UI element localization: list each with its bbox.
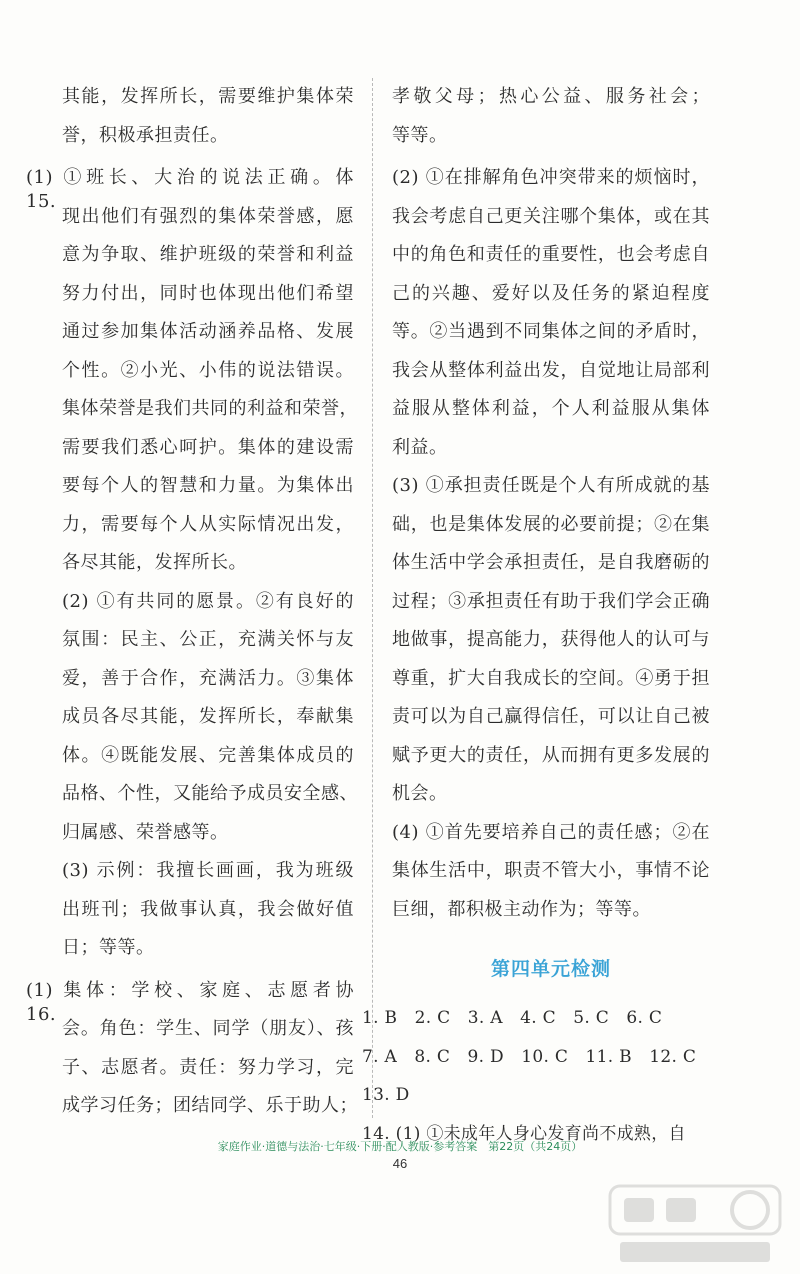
text-line: 过程；③承担责任有助于我们学会正确 — [392, 590, 710, 612]
watermark-logo — [600, 1180, 790, 1270]
text-line: 责可以为自己赢得信任，可以让自己被 — [392, 706, 710, 727]
text-line: (3) ①承担责任既是个人有所成就的基 — [392, 475, 710, 496]
text-line: (3) 示例：我擅长画画，我为班级 — [62, 860, 354, 881]
text-line: 爱，善于合作，充满活力。③集体 — [62, 667, 354, 689]
question-number: 15. — [26, 191, 57, 212]
right-column — [362, 78, 710, 1153]
text-line: 赋予更大的责任，从而拥有更多发展的 — [392, 744, 710, 766]
text-line: 等等。 — [392, 124, 448, 146]
text-line: 体。④既能发展、完善集体成员的 — [62, 744, 354, 766]
text-line: 孝敬父母；热心公益、服务社会； — [392, 86, 710, 107]
answer-line: 7. A 8. C 9. D 10. C 11. B 12. C — [362, 1046, 697, 1067]
text-line: 现出他们有强烈的集体荣誉感，愿 — [62, 205, 354, 227]
text-line: 中的角色和责任的重要性，也会考虑自 — [392, 244, 710, 265]
text-line: 集体生活中，职责不管大小，事情不论 — [392, 860, 710, 881]
text-line: 努力付出，同时也体现出他们希望 — [62, 282, 354, 304]
text-line: 誉，积极承担责任。 — [62, 124, 229, 146]
text-line: 我会考虑自己更关注哪个集体，或在其 — [392, 205, 710, 227]
text-line: 日；等等。 — [62, 937, 155, 958]
text-line: 其能，发挥所长，需要维护集体荣 — [62, 86, 354, 107]
column-divider — [372, 78, 373, 1118]
text-line: 己的兴趣、爱好以及任务的紧迫程度 — [392, 282, 710, 304]
question-number: 16. — [26, 1003, 57, 1025]
text-line: 力，需要每个人从实际情况出发， — [62, 513, 354, 535]
text-line: 集体荣誉是我们共同的利益和荣誉， — [62, 398, 358, 419]
text-line: 成学习任务；团结同学、乐于助人； — [62, 1095, 358, 1116]
text-line: 需要我们悉心呵护。集体的建设需 — [62, 436, 354, 458]
text-line: 机会。 — [392, 783, 448, 804]
left-column — [26, 78, 358, 1126]
answer-line: 14. (1) ①未成年人身心发育尚不成熟，自 — [362, 1123, 686, 1144]
text-line: 地做事，提高能力，获得他人的认可与 — [392, 629, 710, 650]
text-line: 意为争取、维护班级的荣誉和利益 — [62, 244, 354, 265]
text-line: 出班刊；我做事认真，我会做好值 — [62, 898, 354, 920]
text-line: 各尽其能，发挥所长。 — [62, 552, 247, 573]
page-number: 46 — [392, 1156, 408, 1171]
section-heading: 第四单元检测 — [490, 958, 611, 980]
question-15-line: 15. (1) ①班长、大治的说法正确。体 — [62, 159, 354, 198]
text-line: 个性。②小光、小伟的说法错误。 — [62, 359, 354, 381]
text-line: 尊重，扩大自我成长的空间。④勇于担 — [392, 667, 710, 689]
text-line: (4) ①首先要培养自己的责任感；②在 — [392, 821, 710, 843]
text-line: 氛围：民主、公正，充满关怀与友 — [62, 629, 354, 650]
text-line: 归属感、荣誉感等。 — [62, 821, 229, 843]
text-line: 会。角色：学生、同学（朋友）、孩 — [62, 1018, 354, 1039]
text-line: 我会从整体利益出发，自觉地让局部利 — [392, 359, 710, 381]
footer-caption: 家庭作业·道德与法治·七年级·下册·配人教版·参考答案 第22页（共24页） — [217, 1140, 583, 1153]
text-line: 体生活中学会承担责任，是自我磨砺的 — [392, 552, 710, 573]
text-line: 要每个人的智慧和力量。为集体出 — [62, 475, 354, 496]
text-line: 通过参加集体活动涵养品格、发展 — [62, 321, 354, 342]
answer-line: 1. B 2. C 3. A 4. C 5. C 6. C — [362, 1008, 663, 1028]
text-line: 品格、个性，又能给予成员安全感、 — [62, 783, 358, 804]
text-line: 利益。 — [392, 436, 448, 458]
text-line: 益服从整体利益，个人利益服从集体 — [392, 398, 710, 419]
text-line: 子、志愿者。责任：努力学习，完 — [62, 1056, 354, 1078]
text-line: 巨细，都积极主动作为；等等。 — [392, 898, 651, 920]
text-line: 成员各尽其能，发挥所长，奉献集 — [62, 706, 354, 727]
text-line: 础，也是集体发展的必要前提；②在集 — [392, 513, 710, 535]
question-16-line: 16. (1) 集体：学校、家庭、志愿者协 — [62, 972, 354, 1011]
text-line: (2) ①有共同的愿景。②有良好的 — [62, 590, 354, 612]
text-line: 等。②当遇到不同集体之间的矛盾时， — [392, 321, 710, 342]
text-line: (2) ①在排解角色冲突带来的烦恼时， — [392, 167, 710, 188]
answer-line: 13. D — [362, 1085, 410, 1105]
